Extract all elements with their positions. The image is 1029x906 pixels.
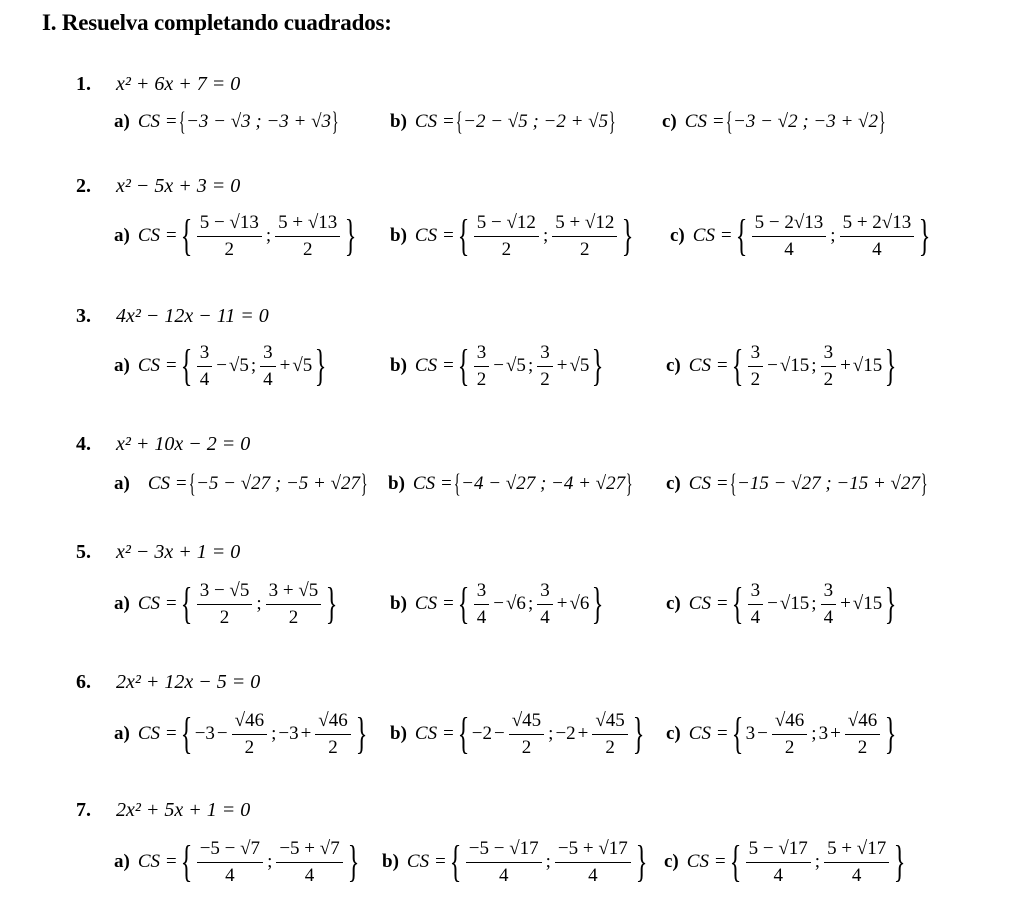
option-c[interactable]: c) CS = { $\frac{5 - √17}{4}$ ; $\frac{5 + √17}{4}$ } (664, 837, 906, 886)
problem-3 (76, 302, 1016, 390)
option-b[interactable]: b) CS = { $\frac{5 - √12}{2}$ ; $\frac{5 + √12}{2}$ } (390, 211, 634, 260)
problem-4 (76, 430, 1016, 498)
option-c[interactable]: c) CS = { $\frac{3}{2}$ − √15 ; $\frac{3}{2}$ + √15 } (666, 341, 897, 390)
option-c[interactable]: c) CS = { −15 − √27 ; −15 + √27 } (666, 469, 928, 498)
option-b[interactable]: b) CS = { $\frac{3}{2}$ − √5 ; $\frac{3}{2}$ + √5 } (390, 341, 604, 390)
problem-number: 6. (76, 670, 91, 693)
option-a[interactable]: a) CS = { $\frac{-5 - √7}{4}$ ; $\frac{-5 + √7}{4}$ } (114, 837, 360, 886)
problem-7 (76, 796, 1016, 886)
problem-number: 2. (76, 174, 91, 197)
problem-equation: 2x² + 5x + 1 = 0 (116, 798, 251, 821)
option-b[interactable]: b) CS = { $\frac{3}{4}$ − √6 ; $\frac{3}{4}$ + √6 } (390, 579, 604, 628)
problem-equation: x² − 5x + 3 = 0 (116, 174, 241, 197)
problem-equation: x² − 3x + 1 = 0 (116, 540, 241, 563)
option-a[interactable]: a) CS = { $\frac{3 - √5}{2}$ ; $\frac{3 + √5}{2}$ } (114, 579, 338, 628)
problem-equation: 2x² + 12x − 5 = 0 (116, 670, 261, 693)
option-c[interactable]: c) CS = { 3 − $\frac{√46}{2}$ ; 3 + $\frac{√46}{2}$ } (666, 709, 897, 758)
option-a[interactable]: a) CS = { $\frac{5 - √13}{2}$ ; $\frac{5 + √13}{2}$ } (114, 211, 357, 260)
option-a[interactable]: a) CS = { −3 − √3 ; −3 + √3 } (114, 107, 339, 136)
problem-6 (76, 668, 1016, 758)
problem-number: 1. (76, 72, 91, 95)
option-b[interactable]: b) CS = { $\frac{-5 - √17}{4}$ ; $\frac{-5 + √17}{4}$ } (382, 837, 648, 886)
option-b[interactable]: b) CS = { −2 − √5 ; −2 + √5 } (390, 107, 616, 136)
problem-2 (76, 172, 1016, 260)
problem-5 (76, 538, 1016, 628)
option-c[interactable]: c) CS = { $\frac{5 - 2√13}{4}$ ; $\frac{5 + 2√13}{4}$ } (670, 211, 931, 260)
option-b[interactable]: b) CS = { −2 − $\frac{√45}{2}$ ; −2 + $\frac{√45}{2}$ } (390, 709, 645, 758)
problem-number: 3. (76, 304, 91, 327)
problem-equation: x² + 6x + 7 = 0 (116, 72, 241, 95)
option-c[interactable]: c) CS = { $\frac{3}{4}$ − √15 ; $\frac{3}{4}$ + √15 } (666, 579, 897, 628)
problem-equation: x² + 10x − 2 = 0 (116, 432, 251, 455)
problem-number: 7. (76, 798, 91, 821)
option-a[interactable]: a) CS = { $\frac{3}{4}$ − √5 ; $\frac{3}{4}$ + √5 } (114, 341, 327, 390)
problem-1 (76, 70, 1016, 136)
option-c[interactable]: c) CS = { −3 − √2 ; −3 + √2 } (662, 107, 886, 136)
option-a[interactable]: a) CS = { −3 − $\frac{√46}{2}$ ; −3 + $\frac{√46}{2}$ } (114, 709, 368, 758)
problem-number: 4. (76, 432, 91, 455)
option-b[interactable]: b) CS = { −4 − √27 ; −4 + √27 } (388, 469, 633, 498)
problem-number: 5. (76, 540, 91, 563)
section-title: I. Resuelva completando cuadrados: (42, 10, 392, 35)
problem-equation: 4x² − 12x − 11 = 0 (116, 304, 269, 327)
option-a[interactable]: a) CS = { −5 − √27 ; −5 + √27 } (114, 469, 368, 498)
